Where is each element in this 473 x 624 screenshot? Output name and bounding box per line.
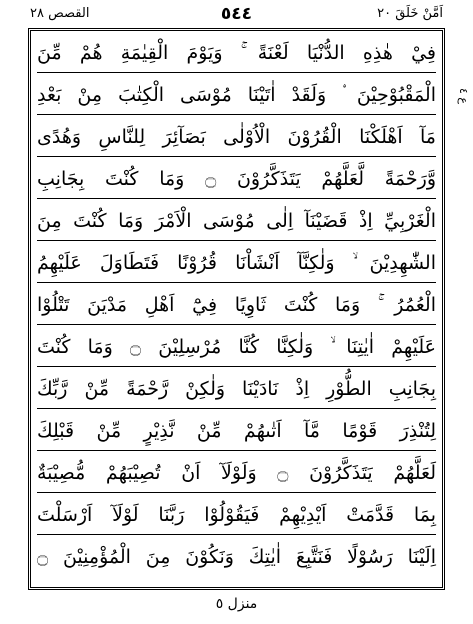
page-number: ٥٤٤ xyxy=(220,4,253,24)
surah-label: القصص ٢٨ xyxy=(30,6,90,21)
verse-line: اِلَيْنَا رَسُوْلًا فَنَتَّبِعَ اٰيٰتِكَ وَنَكُوْنَ مِنَ الْمُؤْمِنِيْنَ ۝ xyxy=(37,545,436,568)
verse-line: وَّرَحْمَةً لَّعَلَّهُمْ يَتَذَكَّرُوْنَ ۝ وَمَا كُنْتَ بِجَانِبِ xyxy=(37,159,436,199)
verse-line: الْغَرْبِيِّ اِذْ قَضَيْنَآ اِلٰى مُوْسَى الْاَمْرَ وَمَا كُنْتَ مِنَ xyxy=(37,201,436,241)
verse-line: عَلَيْهِمْ اٰيٰتِنَا ۙ وَلٰكِنَّا كُنَّا مُرْسِلِيْنَ ۝ وَمَا كُنْتَ xyxy=(37,327,436,367)
verse-line: فِيْ هٰذِهِ الدُّنْيَا لَعْنَةً ۚ وَيَوْمَ الْقِيٰمَةِ هُمْ مِّنَ xyxy=(37,33,436,73)
verse-line: لَعَلَّهُمْ يَتَذَكَّرُوْنَ ۝ وَلَوْلَآ اَنْ تُصِيْبَهُمْ مُّصِيْبَةٌ xyxy=(37,453,436,493)
verse-line: بِجَانِبِ الطُّوْرِ اِذْ نَادَيْنَا وَلٰكِنْ رَّحْمَةً مِّنْ رَّبِّكَ xyxy=(37,369,436,409)
manzil-footer: منزل ٥ xyxy=(215,596,258,612)
verse-lines xyxy=(37,33,436,585)
juz-label: اَمَّنْ خَلَقَ ٢٠ xyxy=(377,6,443,21)
page-header xyxy=(30,4,443,26)
verse-line: الشّٰهِدِيْنَ ۙ وَلٰكِنَّآ اَنْشَاْنَا قُرُوْنًا فَتَطَاوَلَ عَلَيْهِمُ xyxy=(37,243,436,283)
verse-line: لِتُنْذِرَ قَوْمًا مَّآ اَتٰىهُمْ مِّنْ نَّذِيْرٍ مِّنْ قَبْلِكَ xyxy=(37,411,436,451)
verse-line: الْمَقْبُوْحِيْنَ ۟ وَلَقَدْ اٰتَيْنَا مُوْسَى الْكِتٰبَ مِنْ بَعْدِ xyxy=(37,75,436,115)
ruku-margin-mark: ع ٤ xyxy=(457,88,470,104)
verse-line: بِمَا قَدَّمَتْ اَيْدِيْهِمْ فَيَقُوْلُوْا رَبَّنَا لَوْلَآ اَرْسَلْتَ xyxy=(37,495,436,535)
verse-line: مَآ اَهْلَكْنَا الْقُرُوْنَ الْاُوْلٰى بَصَآئِرَ لِلنَّاسِ وَهُدًى xyxy=(37,117,436,157)
verse-line: الْعُمُرُ ۚ وَمَا كُنْتَ ثَاوِيًا فِيْٓ اَهْلِ مَدْيَنَ تَتْلُوْا xyxy=(37,285,436,325)
text-frame xyxy=(28,28,445,590)
